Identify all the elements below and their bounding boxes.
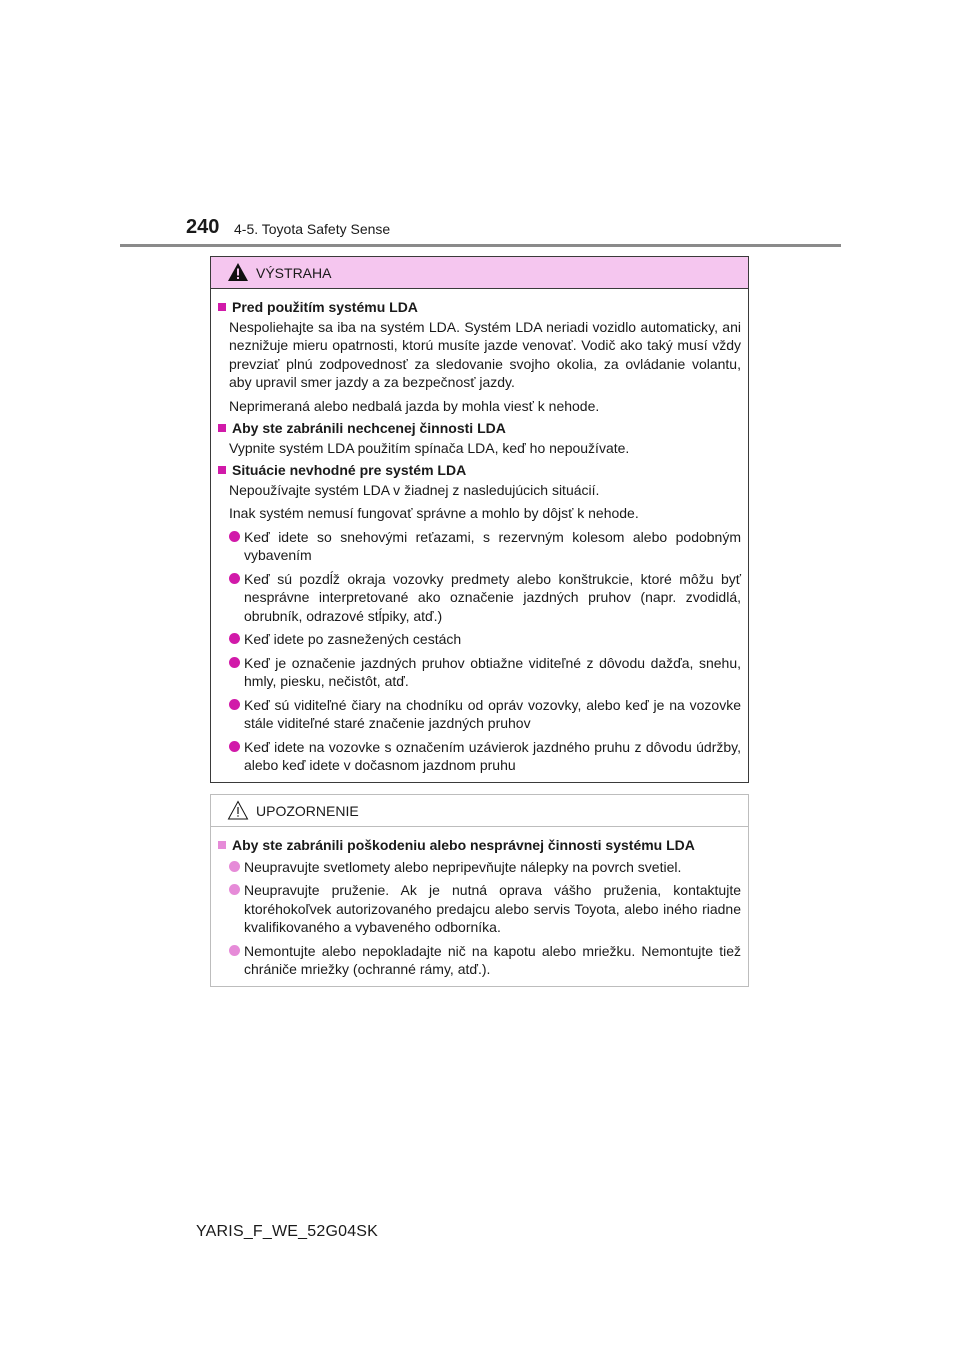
list-item-text: Neupravujte pruženie. Ak je nutná oprava vášho pruženia, kontaktujte ktoréhokoľvek autorizovaného predajcu alebo servis Toyota, alebo iného riadne kvalifikovaného a vybaveného odborníka.: [244, 882, 741, 935]
caution-item-title: [217, 836, 741, 855]
round-bullet-icon: [229, 699, 240, 710]
list-item-text: Keď je označenie jazdných pruhov obtiažne viditeľné z dôvodu dažďa, snehu, hmly, piesku, nečistôt, atď.: [244, 654, 741, 689]
warning-body: [211, 289, 748, 775]
caution-box: [210, 794, 749, 987]
list-item: [217, 738, 741, 775]
square-bullet-icon: [218, 841, 226, 849]
warning-paragraph: Nepoužívajte systém LDA v žiadnej z nasledujúcich situácií.: [229, 481, 600, 498]
warning-item-title: [217, 419, 741, 438]
warning-item: [217, 461, 741, 775]
warning-triangle-icon: [227, 262, 249, 282]
list-item-text: Keď idete so snehovými reťazami, s rezervným kolesom alebo podobným vybavením: [244, 528, 741, 563]
list-item: [217, 528, 741, 565]
round-bullet-icon: [229, 573, 240, 584]
caution-label: UPOZORNENIE: [256, 803, 359, 819]
round-bullet-icon: [229, 861, 240, 872]
warning-bullet-list: [217, 528, 741, 775]
warning-item: [217, 298, 741, 415]
warning-paragraph: Vypnite systém LDA použitím spínača LDA, keď ho nepoužívate.: [229, 439, 630, 456]
caution-bullet-list: [217, 858, 741, 979]
warning-item-title: [217, 461, 741, 480]
list-item-text: Nemontujte alebo nepokladajte nič na kapotu alebo mriežku. Nemontujte tiež chrániče mriežky (ochranné rámy, atď.).: [244, 942, 741, 977]
square-bullet-icon: [218, 303, 226, 311]
list-item-text: Neupravujte svetlomety alebo nepripevňujte nálepky na povrch svetiel.: [244, 858, 682, 875]
page-number: 240: [186, 216, 220, 238]
caution-header: [211, 795, 748, 827]
caution-body: [211, 827, 748, 979]
warning-box: [210, 256, 749, 783]
caution-item-title-text: Aby ste zabránili poškodeniu alebo nesprávnej činnosti systému LDA: [232, 837, 695, 853]
round-bullet-icon: [229, 741, 240, 752]
footer-code: YARIS_F_WE_52G04SK: [196, 1223, 379, 1240]
section-title: 4-5. Toyota Safety Sense: [234, 221, 391, 237]
list-item: [217, 942, 741, 979]
list-item-text: Keď sú pozdĺž okraja vozovky predmety alebo konštrukcie, ktoré môžu byť nesprávne interpretované ako označenie jazdných pruhov (napr. zvodidlá, obrubník, odrazové stĺpiky, atď.): [244, 570, 741, 624]
square-bullet-icon: [218, 466, 226, 474]
caution-triangle-icon: [227, 800, 249, 820]
list-item: [217, 881, 741, 937]
round-bullet-icon: [229, 633, 240, 644]
square-bullet-icon: [218, 424, 226, 432]
round-bullet-icon: [229, 657, 240, 668]
list-item-text: Keď idete po zasnežených cestách: [244, 631, 462, 647]
warning-label: VÝSTRAHA: [256, 265, 332, 281]
round-bullet-icon: [229, 531, 240, 542]
round-bullet-icon: [229, 884, 240, 895]
list-item: [217, 654, 741, 691]
list-item-text: Keď sú viditeľné čiary na chodníku od opráv vozovky, alebo keď je na vozovke stále viditeľné staré značenie jazdných pruhov: [244, 696, 741, 731]
round-bullet-icon: [229, 945, 240, 956]
header-rule: [120, 244, 841, 247]
caution-item: [217, 836, 741, 979]
list-item-text: Keď idete na vozovke s označením uzávierok jazdného pruhu z dôvodu údržby, alebo keď idete v dočasnom jazdnom pruhu: [244, 738, 741, 773]
list-item: [217, 858, 741, 877]
warning-paragraph: Neprimeraná alebo nedbalá jazda by mohla viesť k nehode.: [229, 397, 600, 414]
warning-item: [217, 419, 741, 457]
list-item: [217, 630, 741, 649]
warning-header: [211, 257, 748, 289]
warning-item-title-text: Pred použitím systému LDA: [232, 299, 418, 315]
list-item: [217, 696, 741, 733]
warning-paragraph: Nespoliehajte sa iba na systém LDA. Systém LDA neriadi vozidlo automaticky, ani neznižuje mieru opatrnosti, ktorú musíte jazde venovať. Vodič ako taký musí vždy prevziať plnú zodpovednosť za sledovanie svojho okolia, za ovládanie volantu, aby upravil smer jazdy a za bezpečnosť jazdy.: [229, 318, 741, 390]
warning-item-title-text: Aby ste zabránili nechcenej činnosti LDA: [232, 420, 506, 436]
warning-paragraph: Inak systém nemusí fungovať správne a mohlo by dôjsť k nehode.: [229, 505, 639, 521]
warning-item-title-text: Situácie nevhodné pre systém LDA: [232, 462, 467, 478]
list-item: [217, 570, 741, 626]
warning-item-title: [217, 298, 741, 317]
